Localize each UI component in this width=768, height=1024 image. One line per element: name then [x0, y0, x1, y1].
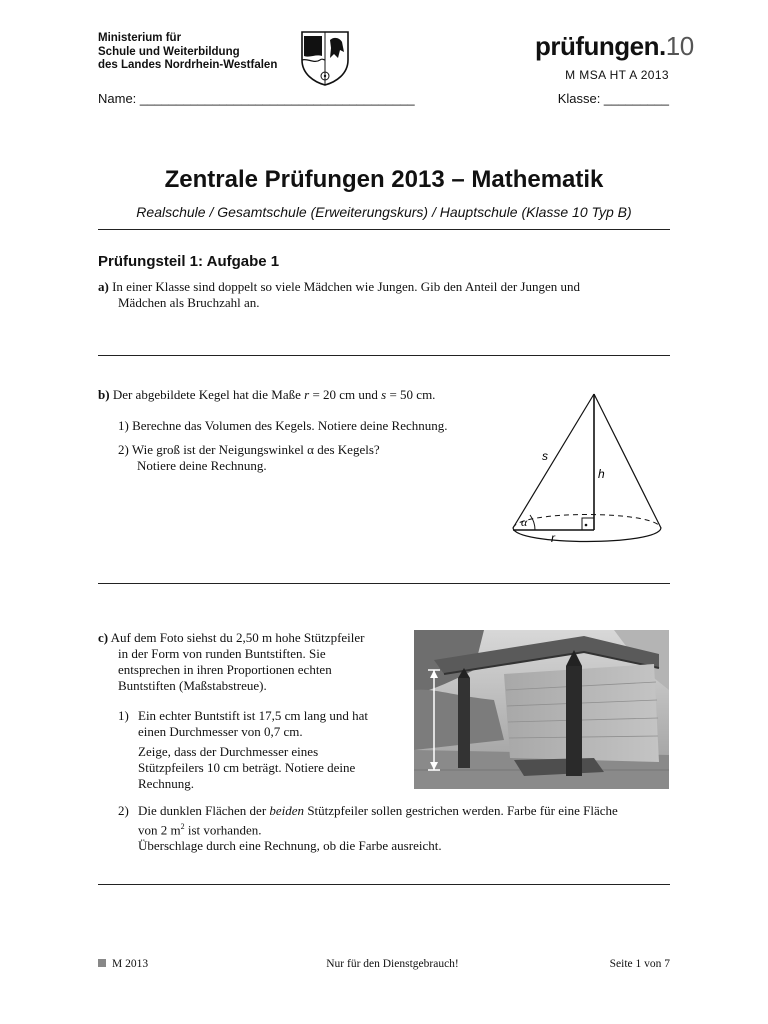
task-b-item-1: 1) Berechne das Volumen des Kegels. Notiere deine Rechnung. — [118, 418, 448, 433]
superscript: 2 — [180, 822, 185, 831]
task-text: Ein echter Buntstift ist 17,5 cm lang und hat — [138, 708, 368, 723]
footer-code: M 2013 — [112, 958, 149, 970]
task-label: c) — [98, 630, 109, 645]
task-text: in der Form von runden Buntstiften. Sie — [118, 646, 326, 661]
task-text: Zeige, dass der Durchmesser eines — [138, 744, 319, 759]
task-text: Die dunklen Flächen der — [138, 803, 270, 818]
divider — [98, 229, 670, 230]
ministry-line: Schule und Weiterbildung — [98, 45, 240, 58]
item-number: 2) — [118, 803, 129, 818]
task-text: Mädchen als Bruchzahl an. — [118, 295, 260, 310]
label-s: s — [542, 449, 548, 463]
cone-diagram — [508, 388, 666, 554]
task-text: einen Durchmesser von 0,7 cm. — [138, 724, 303, 739]
task-text: Überschlage durch eine Rechnung, ob die Farbe ausreicht. — [138, 838, 442, 854]
task-b-item-2 — [118, 442, 468, 474]
task-c-intro — [98, 630, 398, 694]
task-text: Buntstiften (Maßstabstreue). — [118, 678, 267, 693]
section-heading: Prüfungsteil 1: Aufgabe 1 — [98, 253, 280, 270]
task-c-item-2 — [118, 803, 678, 854]
task-text: 2) Wie groß ist der Neigungswinkel α des Kegels? — [118, 442, 380, 457]
label-h: h — [598, 467, 605, 481]
task-text: ist vorhanden. — [184, 822, 262, 838]
nrw-coat-of-arms-icon — [300, 30, 350, 86]
task-text: entsprechen in ihren Proportionen echten — [118, 662, 332, 677]
task-text: Rechnung. — [138, 776, 194, 791]
page-title: Zentrale Prüfungen 2013 – Mathematik — [164, 166, 604, 193]
brand-number: 10 — [665, 31, 694, 61]
task-b-intro — [98, 387, 435, 403]
answer-divider — [98, 583, 670, 584]
variable-s: s — [381, 387, 387, 402]
label-r: r — [551, 531, 555, 545]
label-alpha: α — [521, 515, 528, 529]
footer-notice: Nur für den Dienstgebrauch! — [326, 958, 459, 970]
task-c-item-1 — [118, 708, 398, 792]
task-text: In einer Klasse sind doppelt so viele Mädchen wie Jungen. Gib den Anteil der Jungen und — [112, 279, 580, 294]
ministry-line: Ministerium für — [98, 32, 182, 44]
emphasis: beiden — [269, 803, 305, 818]
pencil-pillar-shelter-photo — [414, 630, 669, 789]
task-a — [98, 279, 658, 311]
item-number: 1) — [118, 708, 129, 723]
name-field[interactable]: Name: ______________________________________ — [98, 91, 415, 106]
exam-code: M MSA HT A 2013 — [565, 68, 669, 82]
task-text: Auf dem Foto siehst du 2,50 m hohe Stützpfeiler — [110, 630, 365, 645]
task-text: Der abgebildete Kegel hat die Maße — [112, 387, 305, 402]
answer-divider — [98, 884, 670, 885]
page-number: Seite 1 von 7 — [609, 958, 670, 970]
task-text: = 20 cm und — [309, 387, 382, 402]
answer-divider — [98, 355, 670, 356]
task-text: = 50 cm. — [386, 387, 436, 402]
brand-logo — [535, 31, 694, 62]
class-field[interactable]: Klasse: _________ — [557, 91, 669, 106]
footer-left — [98, 958, 148, 970]
task-label: a) — [98, 279, 109, 294]
brand-word: prüfungen. — [535, 31, 666, 61]
ministry-name — [98, 32, 277, 73]
page-subtitle: Realschule / Gesamtschule (Erweiterungskurs) / Hauptschule (Klasse 10 Typ B) — [136, 204, 632, 220]
task-text: Stützpfeilers 10 cm beträgt. Notiere deine — [138, 760, 356, 775]
task-text: von 2 m — [138, 822, 181, 838]
variable-r: r — [304, 387, 310, 402]
square-bullet-icon — [98, 959, 106, 967]
task-text: Stützpfeiler sollen gestrichen werden. Farbe für eine Fläche — [304, 803, 618, 818]
task-text: Notiere deine Rechnung. — [137, 458, 267, 473]
task-label: b) — [98, 387, 110, 402]
ministry-line: des Landes Nordrhein-Westfalen — [98, 59, 278, 71]
